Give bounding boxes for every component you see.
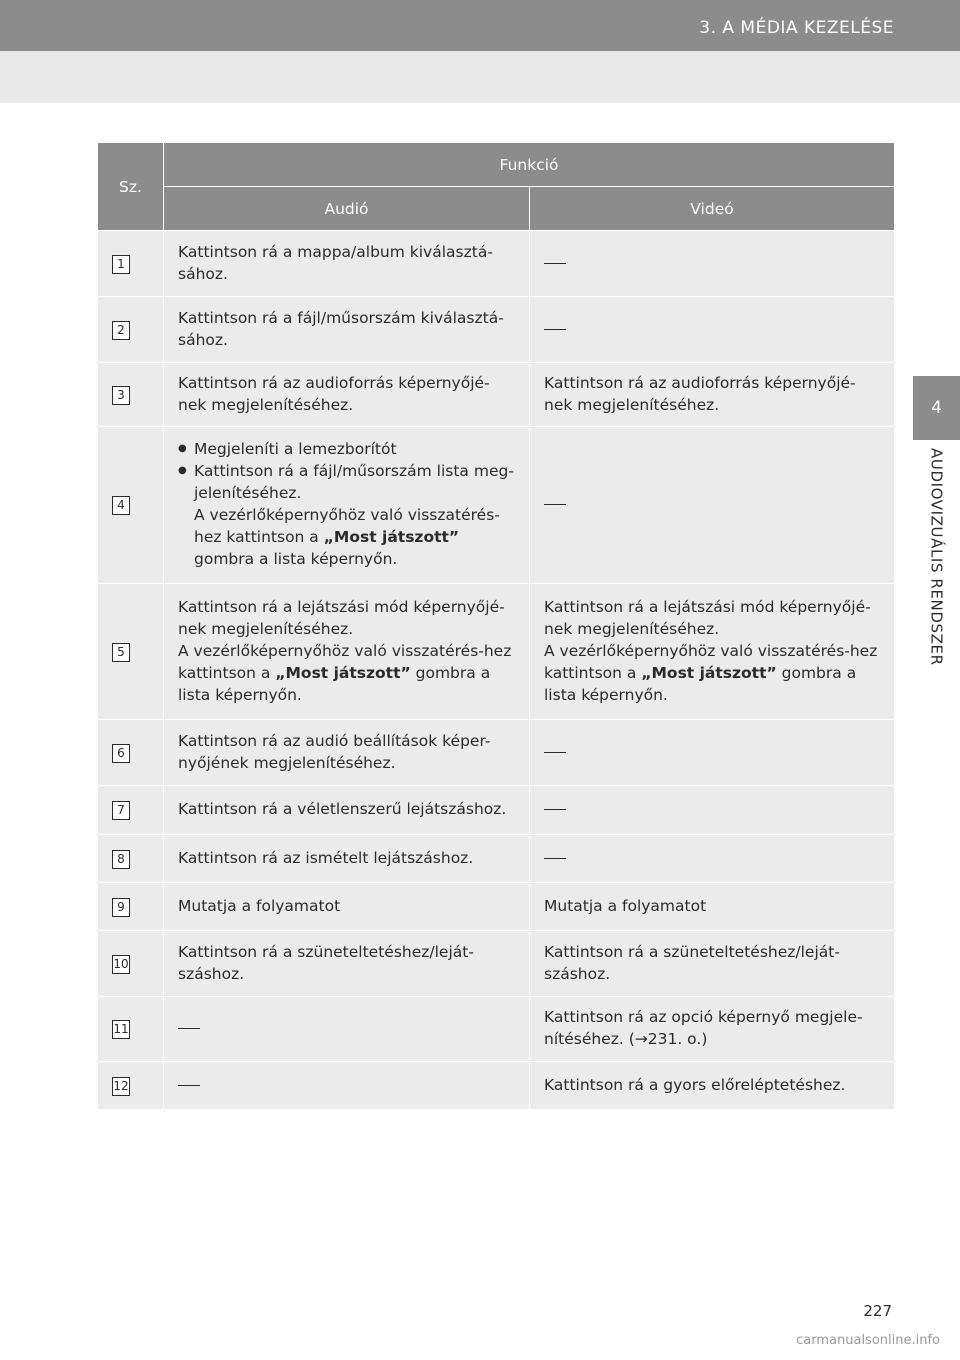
row-number: 10 [112, 955, 130, 974]
row-number: 2 [112, 321, 130, 340]
not-applicable-dash [544, 809, 566, 810]
row-number-cell [98, 427, 164, 584]
bullet-text: Megjeleníti a lemezborítót [194, 440, 397, 458]
row-number-cell [98, 786, 164, 835]
chapter-side-label [913, 448, 960, 718]
row-number: 9 [112, 898, 130, 917]
row-number-cell [98, 584, 164, 720]
audio-cell: Kattintson rá a véletlenszerű lejátszáshoz. [164, 786, 530, 835]
not-applicable-dash [544, 858, 566, 859]
function-table [97, 142, 895, 1110]
table-row [98, 883, 895, 931]
bullet-text: Kattintson rá a fájl/műsorszám lista meg-jelenítéséhez. [194, 462, 514, 502]
row-number: 5 [112, 643, 130, 662]
video-cell [530, 231, 895, 297]
table-row [98, 231, 895, 297]
table-row [98, 363, 895, 427]
audio-cell [164, 584, 530, 720]
row-number: 12 [112, 1077, 130, 1096]
not-applicable-dash [178, 1085, 200, 1086]
video-cell: Mutatja a folyamatot [530, 883, 895, 931]
video-cell [530, 584, 895, 720]
cell-text: gombra a lista képernyőn. [544, 663, 857, 704]
watermark: carmanualsonline.info [796, 1333, 940, 1348]
row-number: 7 [112, 801, 130, 820]
chapter-title: AUDIOVIZUÁLIS RENDSZER [927, 448, 946, 666]
not-applicable-dash [178, 1028, 200, 1029]
video-cell [530, 427, 895, 584]
header-function: Funkció [164, 143, 895, 187]
row-number: 8 [112, 850, 130, 869]
row-number-cell [98, 363, 164, 427]
chapter-tab [913, 376, 960, 440]
chapter-number: 4 [931, 398, 942, 418]
audio-cell: Kattintson rá a fájl/műsorszám kiválasztá-sához. [164, 297, 530, 363]
row-number-cell [98, 297, 164, 363]
button-name-emphasis: „Most játszott” [275, 663, 411, 682]
video-cell [530, 786, 895, 835]
header-no: Sz. [98, 143, 164, 231]
audio-cell [164, 997, 530, 1062]
bullet-text: gombra a lista képernyőn. [194, 550, 398, 568]
header-video: Videó [530, 187, 895, 231]
table-row [98, 1062, 895, 1110]
table-row [98, 997, 895, 1062]
video-cell: Kattintson rá a szüneteltetéshez/leját-száshoz. [530, 931, 895, 997]
row-number-cell [98, 1062, 164, 1110]
bullet-item [178, 438, 517, 460]
row-number-cell [98, 835, 164, 883]
table-row [98, 786, 895, 835]
table-row [98, 584, 895, 720]
video-cell [530, 720, 895, 786]
table-row [98, 835, 895, 883]
not-applicable-dash [544, 329, 566, 330]
row-number: 6 [112, 744, 130, 763]
header-audio: Audió [164, 187, 530, 231]
row-number-cell [98, 931, 164, 997]
audio-cell: Kattintson rá a mappa/album kiválasztá-sához. [164, 231, 530, 297]
section-title: 3. A MÉDIA KEZELÉSE [699, 18, 894, 38]
video-cell [530, 835, 895, 883]
bullet-text: A vezérlőképernyőhöz való visszatérés-hez kattintson a [194, 506, 500, 546]
cell-text: A vezérlőképernyőhöz való visszatérés-hez kattintson a [178, 641, 512, 682]
row-number: 1 [112, 255, 130, 274]
bullet-list [178, 438, 517, 570]
row-number-cell [98, 720, 164, 786]
not-applicable-dash [544, 263, 566, 264]
row-number-cell [98, 883, 164, 931]
video-cell [530, 297, 895, 363]
not-applicable-dash [544, 752, 566, 753]
button-name-emphasis: „Most játszott” [323, 528, 460, 546]
row-number: 3 [112, 386, 130, 405]
audio-cell: Mutatja a folyamatot [164, 883, 530, 931]
video-cell: Kattintson rá a gyors előreléptetéshez. [530, 1062, 895, 1110]
row-number-cell [98, 997, 164, 1062]
table-row [98, 720, 895, 786]
table-row [98, 297, 895, 363]
audio-cell: Kattintson rá a szüneteltetéshez/leját-száshoz. [164, 931, 530, 997]
video-cell: Kattintson rá az audioforrás képernyőjé-nek megjelenítéséhez. [530, 363, 895, 427]
row-number: 11 [112, 1020, 130, 1039]
cell-text: Kattintson rá a lejátszási mód képernyőjé-nek megjelenítéséhez. [544, 597, 871, 638]
audio-cell: Kattintson rá az audioforrás képernyőjé-nek megjelenítéséhez. [164, 363, 530, 427]
row-number-cell [98, 231, 164, 297]
cell-text: gombra a lista képernyőn. [178, 663, 491, 704]
audio-cell: Kattintson rá az audió beállítások képer-nyőjének megjelenítéséhez. [164, 720, 530, 786]
page-number: 227 [863, 1302, 892, 1320]
table-row [98, 931, 895, 997]
row-number: 4 [112, 496, 130, 515]
button-name-emphasis: „Most játszott” [641, 663, 777, 682]
not-applicable-dash [544, 504, 566, 505]
video-cell: Kattintson rá az opció képernyő megjele-nítéséhez. (→231. o.) [530, 997, 895, 1062]
header-bar [0, 0, 960, 51]
table-row [98, 427, 895, 584]
audio-cell: Kattintson rá az ismételt lejátszáshoz. [164, 835, 530, 883]
bullet-item [178, 460, 517, 570]
audio-cell [164, 1062, 530, 1110]
cell-text: A vezérlőképernyőhöz való visszatérés-hez kattintson a [544, 641, 878, 682]
audio-cell [164, 427, 530, 584]
cell-text: Kattintson rá a lejátszási mód képernyőjé-nek megjelenítéséhez. [178, 597, 505, 638]
